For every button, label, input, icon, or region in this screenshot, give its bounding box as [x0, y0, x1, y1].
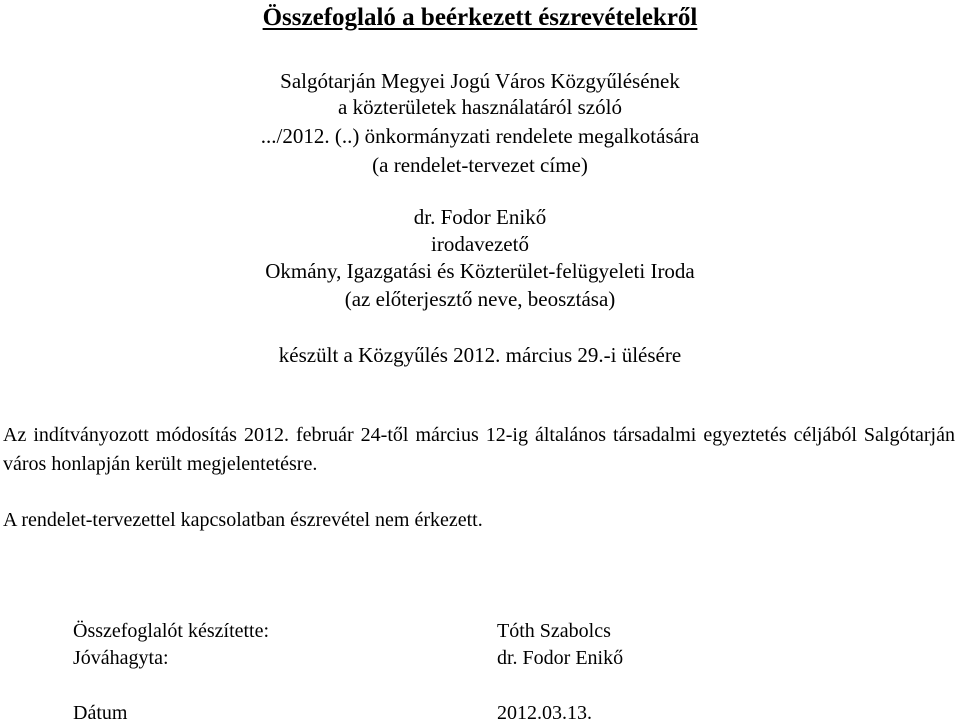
- date-label: Dátum: [73, 702, 128, 724]
- regulation-line-3: .../2012. (..) önkormányzati rendelete megalkotására: [260, 124, 700, 148]
- regulation-line-1: Salgótarján Megyei Jogú Város Közgyűlésének: [280, 69, 680, 93]
- presenter-role: irodavezető: [431, 232, 529, 256]
- prepared-by-label: Összefoglalót készítette:: [73, 620, 270, 642]
- presenter-name: dr. Fodor Enikő: [413, 205, 547, 229]
- presenter-office: Okmány, Igazgatási és Közterület-felügyeleti Iroda: [265, 259, 695, 283]
- date-value: 2012.03.13.: [497, 702, 592, 724]
- regulation-line-2: a közterületek használatáról szóló: [338, 95, 622, 119]
- paragraph-no-comments: A rendelet-tervezettel kapcsolatban észrevétel nem érkezett.: [3, 509, 483, 531]
- paragraph-consultation: Az indítványozott módosítás 2012. február 24-től március 12-ig általános társadalmi egyeztetés céljából Salgótarján város honlapján került megjelentetésre.: [3, 424, 955, 475]
- prepared-by-value: Tóth Szabolcs: [497, 620, 611, 642]
- presenter-caption: (az előterjesztő neve, beosztása): [344, 287, 616, 311]
- approved-by-value: dr. Fodor Enikő: [497, 647, 624, 669]
- approved-by-label: Jóváhagyta:: [73, 647, 169, 669]
- session-line: készült a Közgyűlés 2012. március 29.-i ülésére: [278, 343, 682, 367]
- document-title: Összefoglaló a beérkezett észrevételekről: [262, 4, 698, 31]
- regulation-caption: (a rendelet-tervezet címe): [372, 153, 588, 177]
